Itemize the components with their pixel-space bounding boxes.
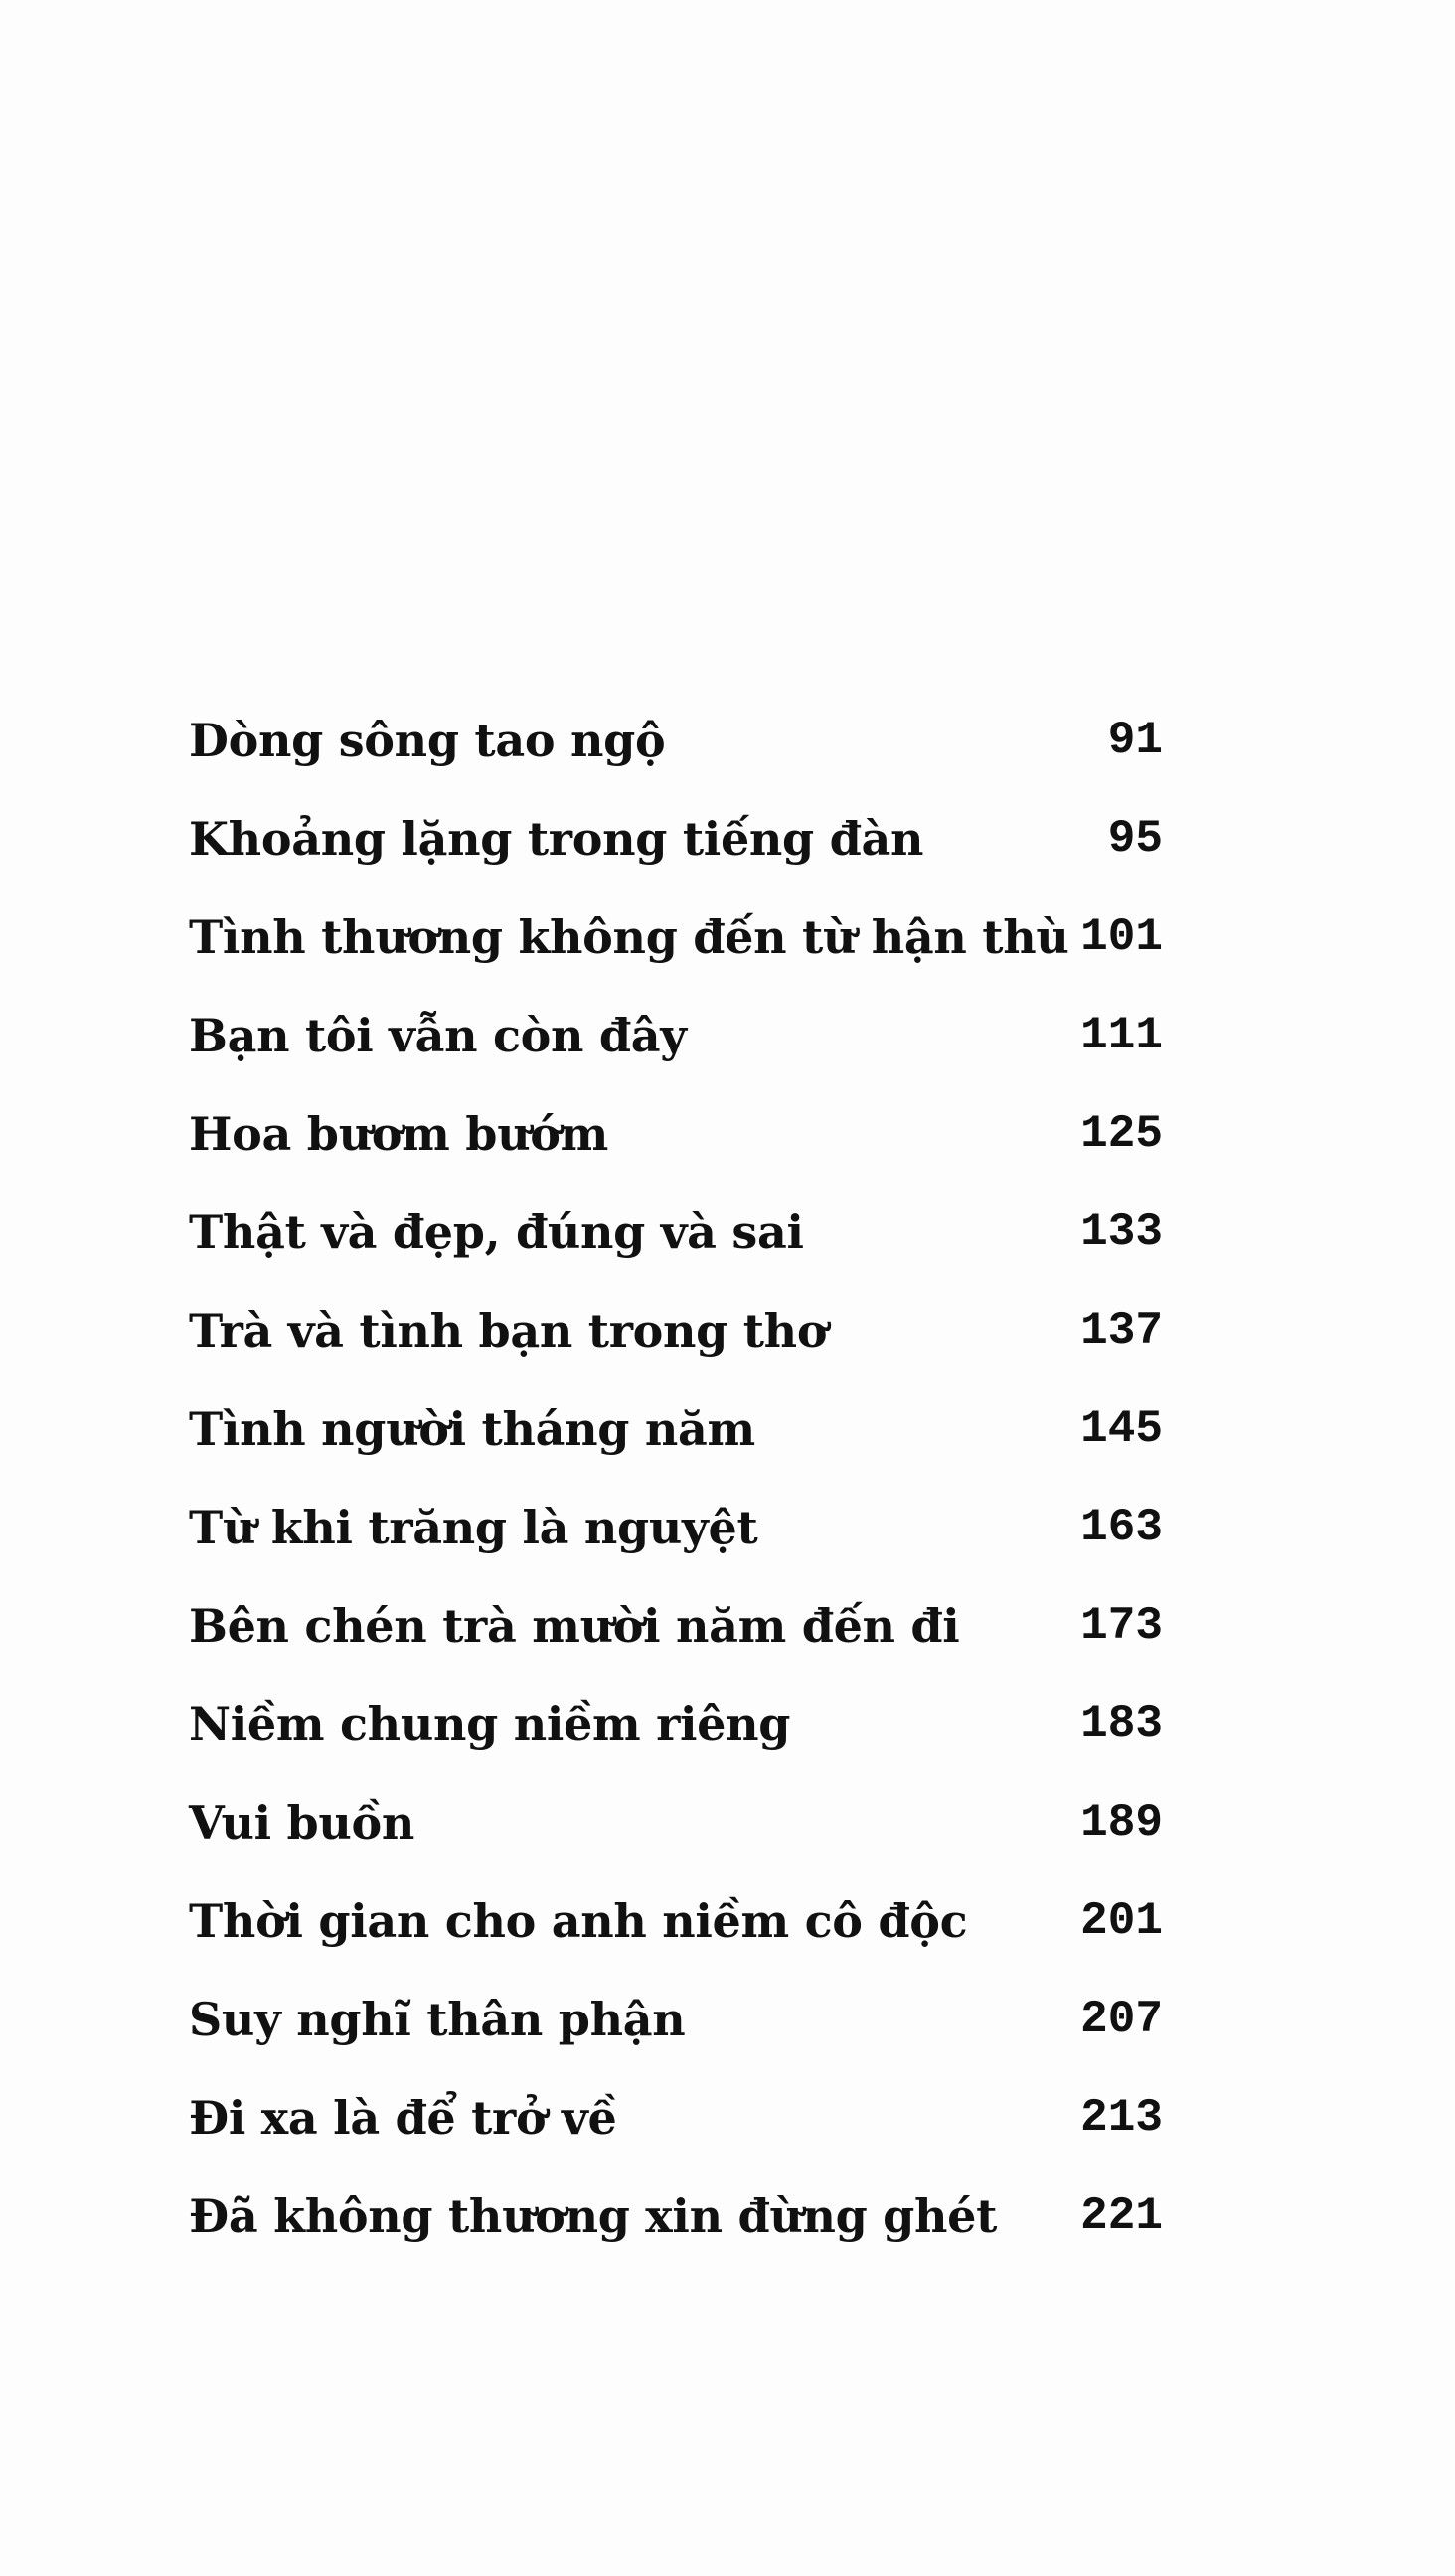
toc-entry-page: 111 xyxy=(1080,1010,1163,1061)
toc-entry-page: 207 xyxy=(1080,1994,1163,2045)
toc-entry xyxy=(189,892,1163,991)
toc-entry-page: 101 xyxy=(1080,911,1163,963)
toc-entry-page: 133 xyxy=(1080,1207,1163,1258)
toc-entry-title: Trà và tình bạn trong thơ xyxy=(189,1304,828,1358)
toc-entry xyxy=(189,2073,1163,2172)
toc-entry-title: Hoa bươm bướm xyxy=(189,1107,609,1161)
toc-entry-title: Tình người tháng năm xyxy=(189,1402,755,1456)
toc-entry-title: Thời gian cho anh niềm cô độc xyxy=(189,1894,968,1948)
toc-entry xyxy=(189,1778,1163,1876)
toc-entry-page: 201 xyxy=(1080,1895,1163,1947)
toc-entry xyxy=(189,794,1163,892)
toc-entry-title: Bạn tôi vẫn còn đây xyxy=(189,1009,687,1062)
toc-entry xyxy=(189,1876,1163,1975)
toc-entry-title: Dòng sông tao ngộ xyxy=(189,714,666,767)
toc-entry-page: 125 xyxy=(1080,1108,1163,1160)
toc-entry-page: 221 xyxy=(1080,2190,1163,2242)
toc-entry-page: 189 xyxy=(1080,1797,1163,1849)
toc-entry-page: 137 xyxy=(1080,1305,1163,1357)
toc-entry xyxy=(189,696,1163,794)
table-of-contents xyxy=(189,696,1163,2270)
toc-entry-title: Từ khi trăng là nguyệt xyxy=(189,1501,758,1554)
toc-entry xyxy=(189,1384,1163,1483)
toc-entry-page: 91 xyxy=(1107,715,1163,766)
toc-entry-page: 183 xyxy=(1080,1698,1163,1750)
toc-entry xyxy=(189,1975,1163,2073)
toc-entry-title: Đi xa là để trở về xyxy=(189,2091,617,2145)
toc-entry-page: 145 xyxy=(1080,1403,1163,1455)
toc-entry xyxy=(189,2172,1163,2270)
toc-entry xyxy=(189,1581,1163,1680)
toc-entry xyxy=(189,1188,1163,1286)
toc-entry-page: 173 xyxy=(1080,1600,1163,1652)
toc-entry-title: Vui buồn xyxy=(189,1796,415,1850)
toc-entry-page: 95 xyxy=(1107,813,1163,865)
toc-entry-title: Tình thương không đến từ hận thù xyxy=(189,910,1069,964)
toc-entry xyxy=(189,991,1163,1089)
toc-entry-title: Đã không thương xin đừng ghét xyxy=(189,2189,998,2243)
toc-entry-page: 163 xyxy=(1080,1502,1163,1553)
toc-entry-page: 213 xyxy=(1080,2092,1163,2144)
toc-entry xyxy=(189,1680,1163,1778)
toc-entry-title: Bên chén trà mười năm đến đi xyxy=(189,1599,960,1653)
toc-entry xyxy=(189,1089,1163,1188)
toc-entry-title: Suy nghĩ thân phận xyxy=(189,1993,686,2046)
toc-entry xyxy=(189,1483,1163,1581)
toc-entry-title: Thật và đẹp, đúng và sai xyxy=(189,1206,804,1259)
toc-entry-title: Niềm chung niềm riêng xyxy=(189,1697,791,1751)
toc-entry-title: Khoảng lặng trong tiếng đàn xyxy=(189,812,924,866)
toc-entry xyxy=(189,1286,1163,1384)
